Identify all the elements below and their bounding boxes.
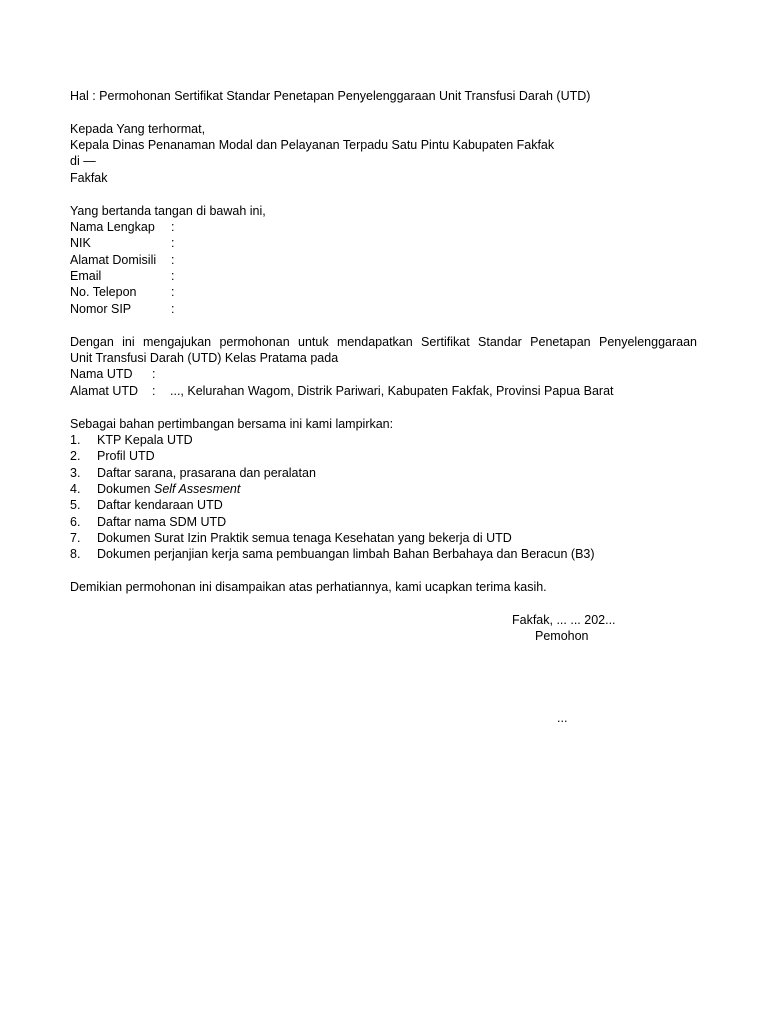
field-label: Alamat UTD <box>70 384 139 398</box>
field-label: Nama Lengkap <box>70 220 155 234</box>
attachment-item <box>70 465 316 481</box>
attachment-item <box>70 448 155 464</box>
field-nomor-sip <box>70 301 189 317</box>
attachment-number: 1. <box>70 433 81 447</box>
attachment-number: 3. <box>70 466 81 480</box>
attachment-text: Daftar nama SDM UTD <box>97 515 227 529</box>
field-email <box>70 268 189 284</box>
field-separator: : <box>171 269 175 283</box>
recipient: Kepala Dinas Penanaman Modal dan Pelayanan Terpadu Satu Pintu Kabupaten Fakfak <box>70 138 555 152</box>
field-separator: : <box>171 220 175 234</box>
field-label: NIK <box>70 236 91 250</box>
attachment-text: Daftar sarana, prasarana dan peralatan <box>97 466 316 480</box>
attachment-item <box>70 432 193 448</box>
field-separator: : <box>152 384 156 398</box>
field-label: Alamat Domisili <box>70 253 157 267</box>
request-line-1: Dengan ini mengajukan permohonan untuk mendapatkan Sertifikat Standar Penetapan Penyelenggaraan <box>70 335 697 349</box>
attachment-number: 4. <box>70 482 81 496</box>
field-separator: : <box>171 285 175 299</box>
recipient-place: Fakfak <box>70 171 108 185</box>
attachment-item <box>70 497 223 513</box>
field-separator: : <box>152 367 156 381</box>
field-nama-utd <box>70 366 170 382</box>
field-nik <box>70 235 189 251</box>
attachment-number: 5. <box>70 498 81 512</box>
signature-place-date: Fakfak, ... ... 202... <box>512 613 616 627</box>
attachment-item <box>70 514 226 530</box>
field-alamat-domisili <box>70 252 189 268</box>
attachment-number: 6. <box>70 515 81 529</box>
attachments-intro: Sebagai bahan pertimbangan bersama ini kami lampirkan: <box>70 417 394 431</box>
attachment-text: Dokumen perjanjian kerja sama pembuangan limbah Bahan Berbahaya dan Beracun (B3) <box>97 547 595 561</box>
field-separator: : <box>171 302 175 316</box>
attachment-number: 7. <box>70 531 81 545</box>
field-separator: : <box>171 236 175 250</box>
attachment-text: KTP Kepala UTD <box>97 433 193 447</box>
intro-text: Yang bertanda tangan di bawah ini, <box>70 204 266 218</box>
closing-text: Demikian permohonan ini disampaikan atas perhatiannya, kami ucapkan terima kasih. <box>70 580 547 594</box>
field-no-telepon <box>70 284 189 300</box>
attachment-text-italic: Self Assesment <box>153 482 241 496</box>
field-value: ..., Kelurahan Wagom, Distrik Pariwari, Kabupaten Fakfak, Provinsi Papua Barat <box>170 384 614 398</box>
field-separator: : <box>171 253 175 267</box>
subject-line: Hal : Permohonan Sertifikat Standar Penetapan Penyelenggaraan Unit Transfusi Darah (UTD) <box>70 89 591 103</box>
field-label: Email <box>70 269 102 283</box>
request-line-2: Unit Transfusi Darah (UTD) Kelas Pratama pada <box>70 351 339 365</box>
field-label: Nomor SIP <box>70 302 132 316</box>
attachment-item <box>70 530 512 546</box>
attachment-text: Daftar kendaraan UTD <box>97 498 223 512</box>
attachment-text: Profil UTD <box>97 449 155 463</box>
field-nama-lengkap <box>70 219 189 235</box>
attachment-text: Dokumen Surat Izin Praktik semua tenaga Kesehatan yang bekerja di UTD <box>97 531 512 545</box>
attachment-number: 8. <box>70 547 81 561</box>
field-label: No. Telepon <box>70 285 137 299</box>
field-alamat-utd <box>70 383 614 399</box>
attachment-item <box>70 546 595 562</box>
attachment-item <box>70 481 240 497</box>
recipient-at: di — <box>70 154 96 168</box>
attachment-number: 2. <box>70 449 81 463</box>
attachment-text: Dokumen <box>97 482 154 496</box>
signature-name: ... <box>557 711 568 725</box>
signature-role: Pemohon <box>535 629 589 643</box>
field-label: Nama UTD <box>70 367 133 381</box>
greeting: Kepada Yang terhormat, <box>70 122 206 136</box>
